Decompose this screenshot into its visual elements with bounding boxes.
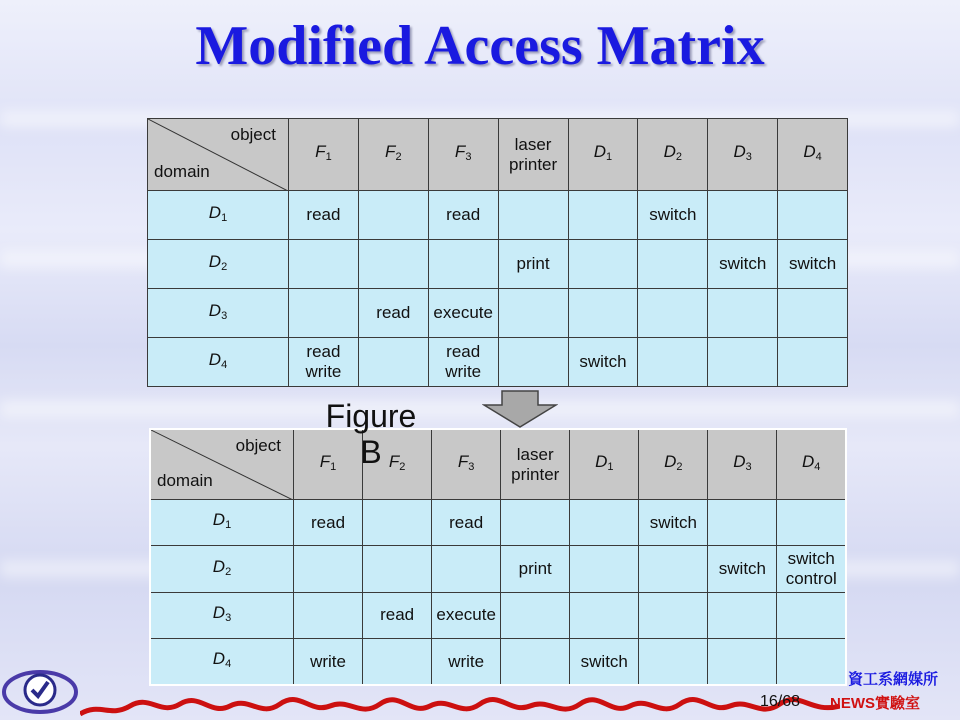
matrix-cell: read xyxy=(289,191,359,240)
matrix-cell xyxy=(639,592,708,638)
matrix-cell xyxy=(358,338,428,387)
row-header: $D_3$ xyxy=(150,592,294,638)
matrix-cell xyxy=(708,639,777,685)
matrix-cell: read xyxy=(363,592,432,638)
matrix-cell: print xyxy=(498,240,568,289)
matrix-cell xyxy=(777,500,846,546)
matrix-cell: execute xyxy=(428,289,498,338)
matrix-cell xyxy=(498,338,568,387)
column-header: $F_2$ xyxy=(358,119,428,191)
matrix-cell xyxy=(501,639,570,685)
matrix-cell xyxy=(363,500,432,546)
column-header: $D_3$ xyxy=(708,119,778,191)
matrix-cell xyxy=(638,289,708,338)
matrix-cell: switch xyxy=(639,500,708,546)
corner-object-label: object xyxy=(235,436,281,455)
matrix-cell xyxy=(363,546,432,592)
matrix-cell xyxy=(498,191,568,240)
matrix-cell xyxy=(708,592,777,638)
matrix-cell xyxy=(638,338,708,387)
column-header: $F_2$ xyxy=(363,429,432,500)
matrix-corner-header xyxy=(148,119,289,191)
column-header: $F_1$ xyxy=(289,119,359,191)
matrix-cell xyxy=(358,240,428,289)
matrix-cell: switch xyxy=(708,240,778,289)
matrix-cell xyxy=(639,546,708,592)
decorative-border xyxy=(80,696,840,720)
matrix-cell: read xyxy=(358,289,428,338)
row-header: $D_2$ xyxy=(150,546,294,592)
matrix-cell xyxy=(778,338,848,387)
matrix-cell xyxy=(708,338,778,387)
matrix-cell: read write xyxy=(428,338,498,387)
slide-title: Modified Access Matrix xyxy=(195,15,765,77)
matrix-cell xyxy=(501,592,570,638)
column-header: $F_1$ xyxy=(294,429,363,500)
column-header: $F_3$ xyxy=(432,429,501,500)
matrix-cell xyxy=(570,546,639,592)
column-header: laser printer xyxy=(501,429,570,500)
matrix-cell xyxy=(501,500,570,546)
table-row xyxy=(150,546,846,592)
matrix-corner-header xyxy=(150,429,294,500)
matrix-cell xyxy=(778,289,848,338)
matrix-cell xyxy=(568,240,638,289)
matrix-cell xyxy=(639,639,708,685)
matrix-cell xyxy=(428,240,498,289)
matrix-cell xyxy=(498,289,568,338)
column-header: $D_2$ xyxy=(638,119,708,191)
page-number: 16/68 xyxy=(760,693,801,710)
table-row xyxy=(148,338,848,387)
lab-subtitle: NEWS實驗室 xyxy=(830,695,921,712)
matrix-cell: switch xyxy=(638,191,708,240)
row-header: $D_4$ xyxy=(150,639,294,685)
matrix-cell: switch xyxy=(778,240,848,289)
figure-label: Figure B xyxy=(325,398,417,470)
corner-domain-label: domain xyxy=(157,471,213,491)
matrix-cell xyxy=(777,592,846,638)
column-header: laser printer xyxy=(498,119,568,191)
column-header: $F_3$ xyxy=(428,119,498,191)
matrix-cell xyxy=(708,289,778,338)
matrix-cell: execute xyxy=(432,592,501,638)
matrix-cell: read xyxy=(294,500,363,546)
lab-logo-icon xyxy=(0,662,80,720)
matrix-cell: read xyxy=(432,500,501,546)
corner-domain-label: domain xyxy=(154,162,210,181)
column-header: $D_1$ xyxy=(570,429,639,500)
matrix-cell: switch control xyxy=(777,546,846,592)
column-header: $D_4$ xyxy=(778,119,848,191)
matrix-cell xyxy=(570,500,639,546)
matrix-cell: switch xyxy=(708,546,777,592)
row-header: $D_2$ xyxy=(148,240,289,289)
corner-object-label: object xyxy=(230,125,276,144)
table-row xyxy=(148,191,848,240)
column-header: $D_2$ xyxy=(639,429,708,500)
matrix-cell: write xyxy=(432,639,501,685)
matrix-cell xyxy=(432,546,501,592)
access-matrix-modified xyxy=(149,428,847,686)
table-row xyxy=(150,500,846,546)
matrix-cell xyxy=(570,592,639,638)
column-header: $D_3$ xyxy=(708,429,777,500)
matrix-cell: print xyxy=(501,546,570,592)
matrix-cell: write xyxy=(294,639,363,685)
down-arrow-icon xyxy=(482,389,558,429)
row-header: $D_1$ xyxy=(150,500,294,546)
matrix-cell xyxy=(289,289,359,338)
row-header: $D_4$ xyxy=(148,338,289,387)
matrix-cell xyxy=(294,592,363,638)
table-row xyxy=(150,639,846,685)
lab-name: 資工系網媒所 xyxy=(848,671,939,688)
matrix-cell: read xyxy=(428,191,498,240)
matrix-cell xyxy=(294,546,363,592)
access-matrix-original xyxy=(147,118,848,387)
matrix-cell xyxy=(568,191,638,240)
matrix-cell xyxy=(358,191,428,240)
table-row xyxy=(148,289,848,338)
row-header: $D_1$ xyxy=(148,191,289,240)
matrix-cell xyxy=(778,191,848,240)
column-header: $D_4$ xyxy=(777,429,846,500)
matrix-cell xyxy=(363,639,432,685)
matrix-cell: switch xyxy=(568,338,638,387)
matrix-cell: switch xyxy=(570,639,639,685)
table-row xyxy=(150,592,846,638)
row-header: $D_3$ xyxy=(148,289,289,338)
matrix-cell xyxy=(777,639,846,685)
matrix-cell xyxy=(708,500,777,546)
matrix-cell: read write xyxy=(289,338,359,387)
column-header: $D_1$ xyxy=(568,119,638,191)
matrix-cell xyxy=(638,240,708,289)
matrix-cell xyxy=(568,289,638,338)
table-row xyxy=(148,240,848,289)
matrix-cell xyxy=(289,240,359,289)
matrix-cell xyxy=(708,191,778,240)
